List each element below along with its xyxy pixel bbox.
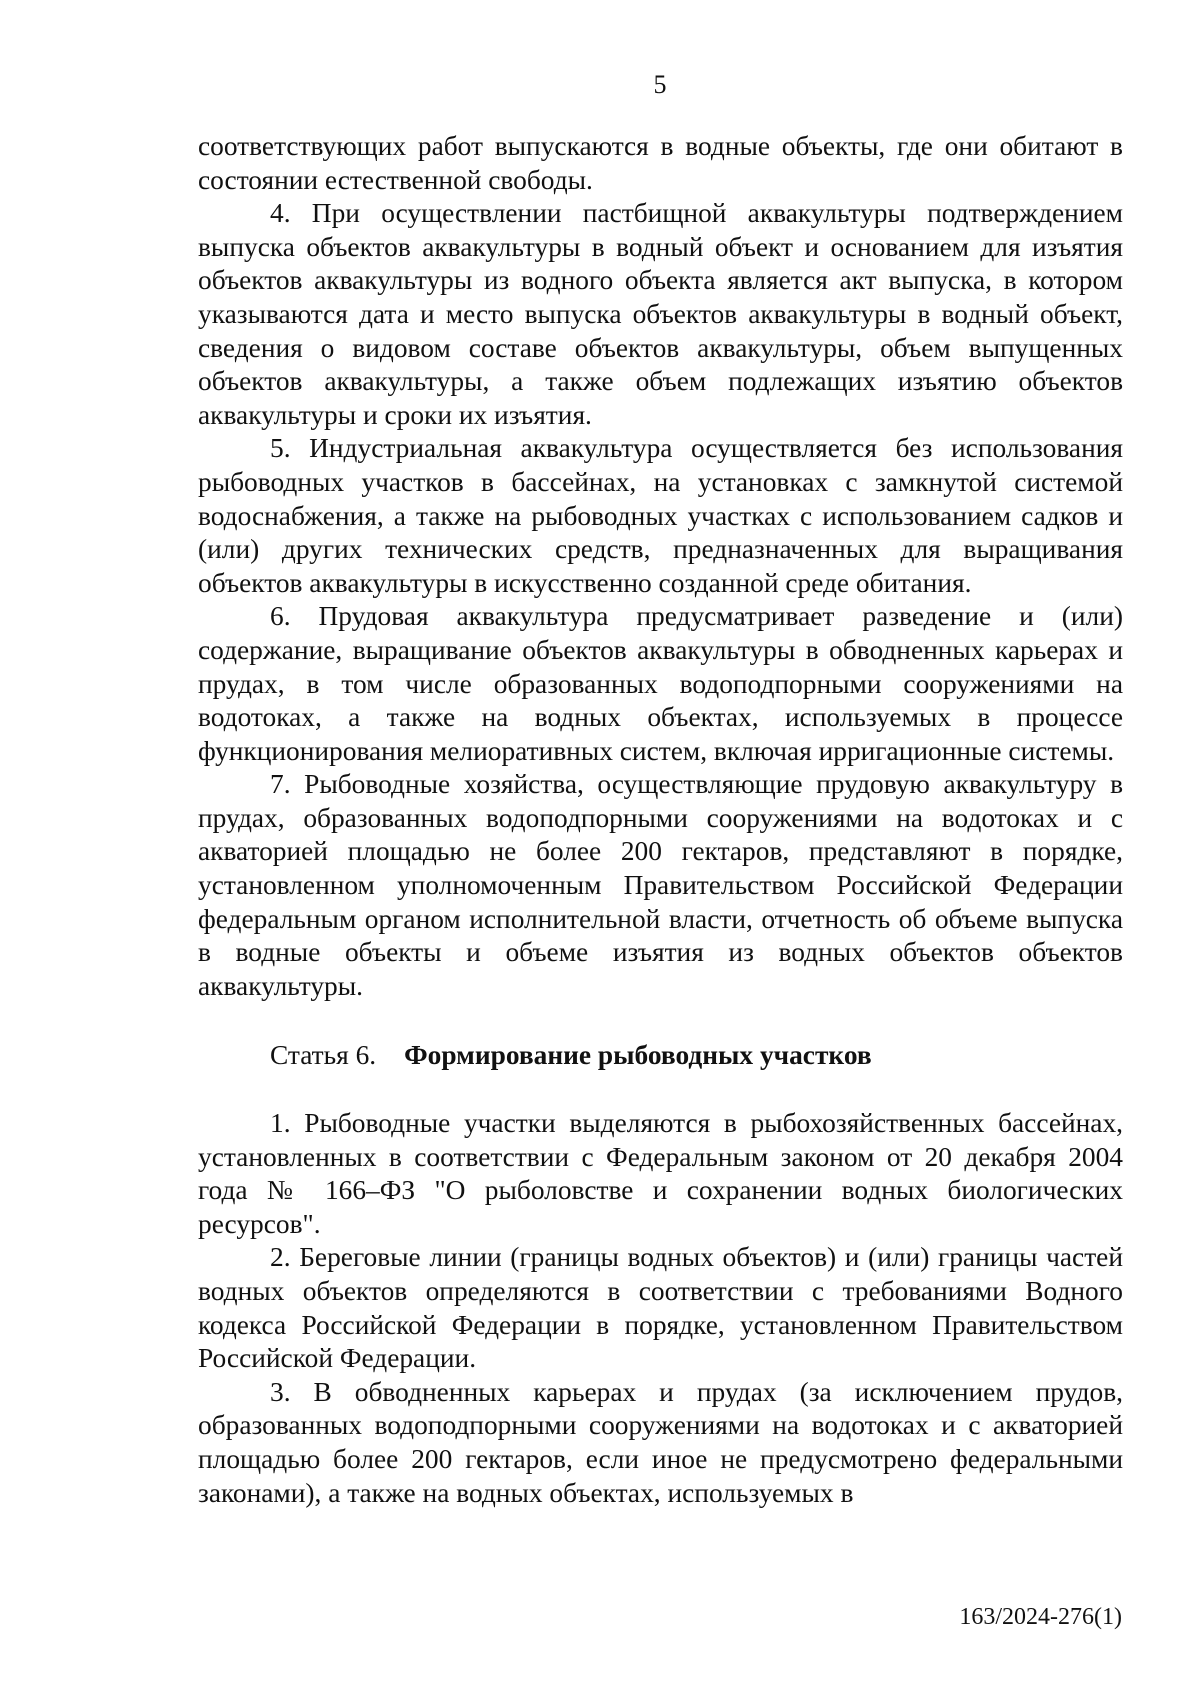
paragraph-item-5: 5. Индустриальная аквакультура осуществляется без использования рыбоводных участков в бассейнах, на установках с замкнутой системой водоснабжения, а также на рыбоводных участках с использованием садков и (или) других технических средств, предназначенных для выращивания объектов аквакультуры в искусственно созданной среде обитания.	[198, 433, 1123, 598]
paragraph-item-6: 6. Прудовая аквакультура предусматривает разведение и (или) содержание, выращивание объектов аквакультуры в обводненных карьерах и прудах, в том числе образованных водоподпорными сооружениями на водотоках, а также на водных объектах, используемых в процессе функционирования мелиоративных систем, включая ирригационные системы.	[198, 601, 1123, 766]
document-body	[198, 130, 1123, 1510]
paragraph-item-7: 7. Рыбоводные хозяйства, осуществляющие прудовую аквакультуру в прудах, образованных водоподпорными сооружениями на водотоках и с акваторией площадью не более 200 гектаров, представляют в порядке, установленном уполномоченным Правительством Российской Федерации федеральным органом исполнительной власти, отчетность об объеме выпуска в водные объекты и объеме изъятия из водных объектов объектов аквакультуры.	[198, 769, 1123, 1001]
article-title: Формирование рыбоводных участков	[404, 1040, 872, 1071]
article-heading	[198, 1039, 1123, 1073]
document-code: 163/2024-276(1)	[959, 1604, 1122, 1630]
paragraph-continuation: соответствующих работ выпускаются в водные объекты, где они обитают в состоянии естественной свободы.	[198, 131, 1123, 195]
paragraph-item-4: 4. При осуществлении пастбищной аквакультуры подтверждением выпуска объектов аквакультуры в водный объект и основанием для изъятия объектов аквакультуры из водного объекта является акт выпуска, в котором указываются дата и место выпуска объектов аквакультуры в водный объект, сведения о видовом составе объектов аквакультуры, объем выпущенных объектов аквакультуры, а также объем подлежащих изъятию объектов аквакультуры и сроки их изъятия.	[198, 198, 1123, 430]
article-paragraph-3: 3. В обводненных карьерах и прудах (за исключением прудов, образованных водоподпорными сооружениями на водотоках и с акваторией площадью более 200 гектаров, если иное не предусмотрено федеральными законами), а также на водных объектах, используемых в	[198, 1376, 1123, 1508]
page-number: 5	[653, 70, 667, 99]
article-paragraph-1: 1. Рыбоводные участки выделяются в рыбохозяйственных бассейнах, установленных в соответствии с Федеральным законом от 20 декабря 2004 года № 166–ФЗ "О рыболовстве и сохранении водных биологических ресурсов".	[198, 1108, 1123, 1239]
article-label: Статья 6.	[270, 1040, 377, 1071]
article-paragraph-2: 2. Береговые линии (границы водных объектов) и (или) границы частей водных объектов определяются в соответствии с требованиями Водного кодекса Российской Федерации в порядке, установленном Правительством Российской Федерации.	[198, 1242, 1123, 1374]
